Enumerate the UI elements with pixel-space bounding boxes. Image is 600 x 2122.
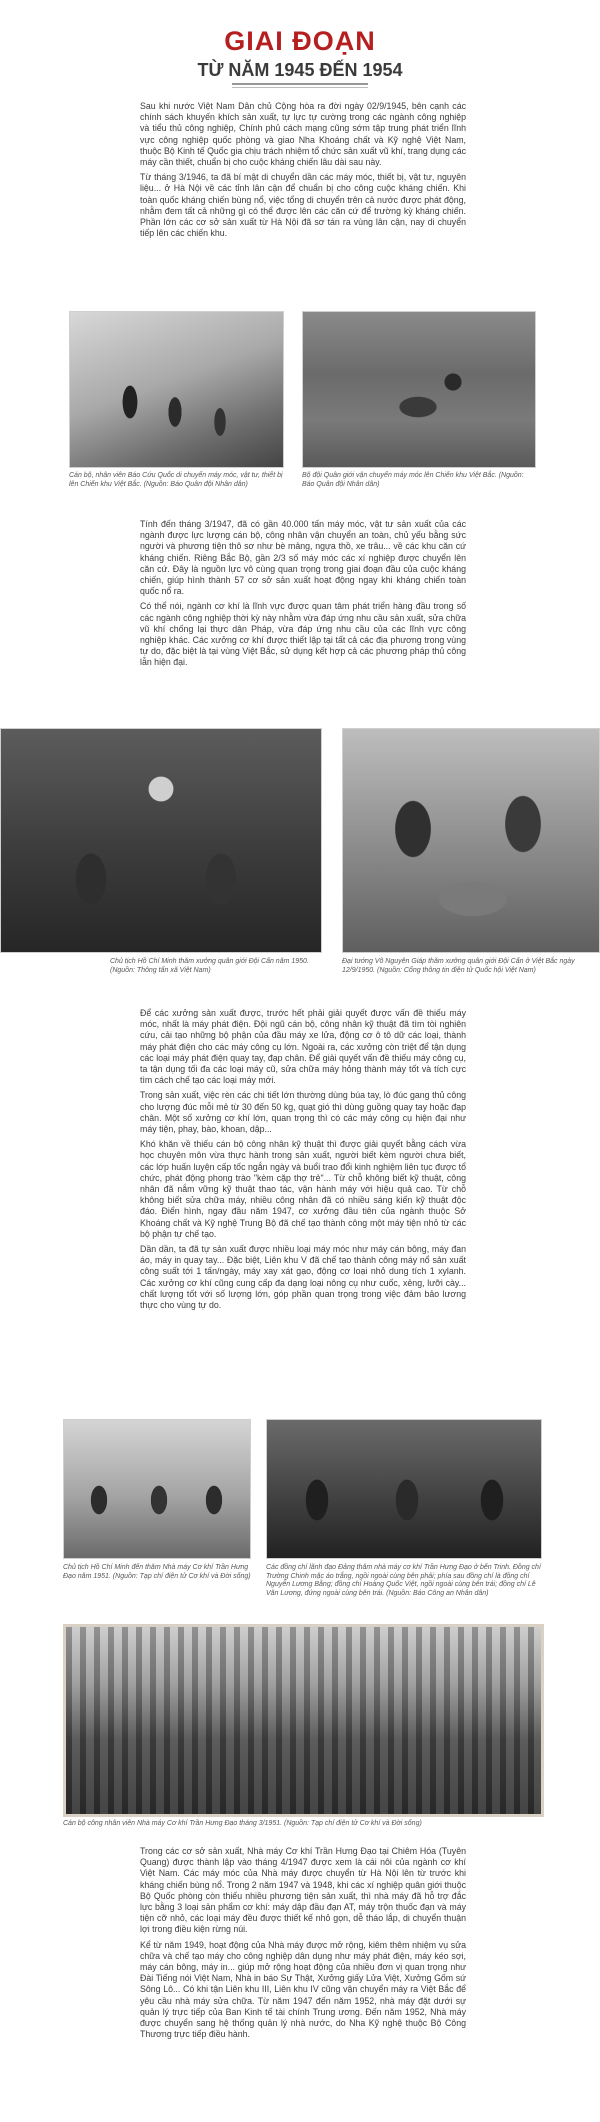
- paragraph: Trong các cơ sở sản xuất, Nhà máy Cơ khí Trần Hưng Đạo tại Chiêm Hóa (Tuyên Quang) được thành lập vào tháng 4/1947 được xem là cái nôi của ngành cơ khí Việt Nam. Các máy móc của Nhà máy được chuyển từ Hà Nội lên từ trước khi kháng chiến bùng nổ. Trong 2 năm 1947 và 1948, khi các xí nghiệp quân giới thuộc Bộ Quốc phòng còn thiếu nhiều phương tiện sản xuất, thì nhà máy đã hỗ trợ đắc lực bằng 3 loại sản phẩm cơ khí: máy dập đầu đạn AT, máy trộn thuốc đạn và máy tiện cỡ nhỏ, các loại máy đều được thiết kế nhỏ gọn, dễ tháo lắp, di chuyển thuận lợi trong điều kiện rừng núi.: [140, 1846, 466, 1935]
- photo-caption: Chủ tịch Hồ Chí Minh đến thăm Nhà máy Cơ khí Trần Hưng Đạo năm 1951. (Nguồn: Tạp chí điện tử Cơ khí và Đời sống): [63, 1564, 251, 1580]
- paragraph: Sau khi nước Việt Nam Dân chủ Cộng hòa ra đời ngày 02/9/1945, bên cạnh các chính sách khuyến khích sản xuất, tự lực tự cường trong các ngành công nghiệp và tiểu thủ công nghiệp, Chính phủ cách mạng cũng sớm tập trung phát triển lĩnh vực công nghiệp quốc phòng và giao Nha Khoáng chất và Kỹ nghệ Việt Nam, thuộc Bộ Kinh tế Quốc gia chịu trách nhiệm tổ chức sản xuất vũ khí, trang dụng các máy cần thiết, chuẩn bị cho cuộc kháng chiến lâu dài sau này.: [140, 101, 466, 168]
- paragraph: Để các xưởng sản xuất được, trước hết phải giải quyết được vấn đề thiếu máy móc, nhất là máy phát điện. Đội ngũ cán bộ, công nhân kỹ thuật đã tìm tòi nghiên cứu, cải tạo những bộ phận của đầu máy xe lửa, động cơ ô tô dữ các loại, thành máy phát điện cho các máy công cụ lớn. Ngoài ra, các xưởng còn triệt để tận dụng các loại máy phát điện quay tay, đạp chân. Để giải quyết vấn đề thiếu máy công cụ, ta tận dụng tối đa các loại máy cũ, sửa chữa máy hỏng thành máy tốt và tích cực tìm cách chế tạo các loại máy mới.: [140, 1008, 466, 1086]
- text-block-3: [140, 1008, 466, 1315]
- paragraph: Dần dần, ta đã tự sản xuất được nhiều loại máy móc như máy cán bông, máy đan áo, máy in quay tay... Đặc biệt, Liên khu V đã chế tạo thành công máy nổ sản xuất công suất tới 1 tấn/ngày, máy xay xát gạo, động cơ loại nhỏ dung tích 1 xylanh. Các xưởng cơ khí cũng cung cấp đa dạng loại nông cụ như cuốc, xẻng, lưỡi cày... chất lượng tốt với số lượng lớn, góp phần quan trọng trong việc đảm bảo lương thực cho vùng tự do.: [140, 1244, 466, 1311]
- photo-party-leaders-visit: [266, 1419, 542, 1559]
- paragraph: Tính đến tháng 3/1947, đã có gần 40.000 tấn máy móc, vật tư sản xuất của các ngành được lực lượng cán bộ, công nhân vận chuyển an toàn, chủ yếu bằng sức người và phương tiện thô sơ như bè mảng, ngựa thồ, xe trâu... về các khu căn cứ kháng chiến. Riêng Bắc Bộ, gần 2/3 số máy móc các xí nghiệp được chuyển lên căn cứ. Đây là nguồn lực vô cùng quan trọng trong giai đoạn đầu của cuộc kháng chiến, giúp hình thành 57 cơ sở sản xuất hoạt động ngay khi kháng chiến toàn quốc nổ ra.: [140, 519, 466, 597]
- paragraph: Có thể nói, ngành cơ khí là lĩnh vực được quan tâm phát triển hàng đầu trong số các ngành công nghiệp thời kỳ này nhằm vừa đáp ứng nhu cầu sản xuất, sửa chữa vũ khí chống lại thực dân Pháp, vừa đáp ứng nhu cầu của các lĩnh vực công nghiệp khác. Các xưởng cơ khí được thiết lập tại tất cả các địa phương trong vùng tự do, đặc biệt là tại vùng Việt Bắc, sử dụng kết hợp cả các phương pháp thủ công lẫn hiện đại.: [140, 601, 466, 668]
- photo-caption: Bộ đội Quân giới vận chuyển máy móc lên Chiến khu Việt Bắc. (Nguồn: Báo Quân đội Nhân dân): [302, 472, 524, 488]
- photo-workers-group-1951: [63, 1624, 544, 1817]
- photo-caption: Chủ tịch Hồ Chí Minh thăm xưởng quân giới Đội Cấn năm 1950. (Nguồn: Thông tấn xã Việt Nam): [110, 958, 309, 974]
- text-block-4: [140, 1846, 466, 2044]
- text-block-1: [140, 101, 466, 243]
- photo-ho-chi-minh-doi-can: [0, 728, 322, 953]
- photo-quan-gioi-transport: [302, 311, 536, 468]
- paragraph: Kể từ năm 1949, hoạt động của Nhà máy được mở rộng, kiêm thêm nhiệm vụ sửa chữa và chế tạo máy cho công nghiệp dân dụng như máy phát điện, máy kéo sợi, máy cán bông, máy in... giúp mở rộng hoạt động của nhiều đơn vị quan trọng như Đài Tiếng nói Việt Nam, Nhà in báo Sự Thật, Xưởng giấy Lửa Việt, Xưởng Gốm sứ Sông Lô... Có khi tận Liên khu III, Liên khu IV cũng vận chuyển máy ra Việt Bắc để yêu cầu nhà máy sửa chữa. Từ năm 1947 đến năm 1952, nhà máy đặt dưới sự quản lý trực tiếp của Ban Kinh tế tài chính Trung ương. Đến năm 1952, Nhà máy được chuyển sang hệ thống quản lý nhà nước, do Nha Kỹ nghệ thuộc Bộ Công Thương trực tiếp điều hành.: [140, 1939, 466, 2040]
- title-divider: [232, 83, 368, 88]
- paragraph: Từ tháng 3/1946, ta đã bí mật di chuyển dần các máy móc, thiết bị, vật tư, nguyên liệu... ở Hà Nội về các tỉnh lân cận để chuẩn bị cho công cuộc kháng chiến. Khi toàn quốc kháng chiến bùng nổ, việc tổng di chuyển trên cả nước được phát động, nhằm đem tất cả những gì có thể được lên các căn cứ để trường kỳ kháng chiến. Phần lớn các cơ sở sản xuất từ Hà Nội đã sơ tán ra vùng lân cận, nay di chuyển tiếp lên các chiến khu.: [140, 172, 466, 239]
- page-subtitle: TỪ NĂM 1945 ĐẾN 1954: [197, 60, 403, 80]
- photo-caption: Đại tướng Võ Nguyên Giáp thăm xưởng quân giới Đội Cấn ở Việt Bắc ngày 12/9/1950. (Nguồn: Cổng thông tin điện tử Quốc hội Việt Nam): [342, 958, 575, 974]
- photo-vo-nguyen-giap-doi-can: [342, 728, 600, 953]
- paragraph: Trong sản xuất, việc rèn các chi tiết lớn thường dùng búa tay, lò đúc gang thủ công cho lượng đúc mỗi mẻ từ 30 đến 50 kg, quạt gió thì dùng guồng quay tay hoặc đạp chân. Một số xưởng cơ khí lớn, quan trọng thì có các máy công cụ hiện đại như máy tiện, phay, bào, khoan, dập...: [140, 1090, 466, 1135]
- photo-ho-chi-minh-tran-hung-dao: [63, 1419, 251, 1559]
- page-title: GIAI ĐOẠN: [224, 26, 376, 56]
- photo-caption: Cán bộ công nhân viên Nhà máy Cơ khí Trần Hưng Đạo tháng 3/1951. (Nguồn: Tạp chí điện tử Cơ khí và Đời sống): [63, 1820, 422, 1827]
- photo-bao-cuu-quoc-transport: [69, 311, 284, 468]
- photo-caption: Các đồng chí lãnh đạo Đảng thăm nhà máy cơ khí Trần Hưng Đạo ở bến Trinh. Đồng chí Trường Chinh mặc áo trắng, ngồi ngoài cùng bên phải; phía sau đồng chí là đồng chí Nguyễn Lương Bằng; đồng chí Hoàng Quốc Việt, ngồi ngoài cùng bên trái; đồng chí Lê Văn Lương, đứng ngoài cùng bên trái. (Nguồn: Báo Công an Nhân dân): [266, 1564, 541, 1597]
- text-block-2: [140, 519, 466, 673]
- paragraph: Khó khăn về thiếu cán bộ công nhân kỹ thuật thì được giải quyết bằng cách vừa học chuyên môn vừa thực hành trong sản xuất, người biết kèm người chưa biết, các lớp huấn luyện cấp tốc ngắn ngày và buổi trao đổi kinh nghiệm liên tục được tổ chức, phát động phong trào "kèm cặp thợ trẻ"... Từ chỗ không biết kỹ thuật, công nhân đã nắm vững kỹ thuật thao tác, vận hành máy với hiệu quả cao. Từ chỗ không biết sửa chữa máy, nhiều công nhân đã có nhiều sáng kiến kỹ thuật độc đáo. Điển hình, ngay đầu năm 1947, cơ xưởng đầu tiên của ngành thuộc Sở Khoáng chất và Kỹ nghệ Trung Bộ đã chế tạo thành công một máy tiện nhỏ từ các bộ phận tự chế tạo.: [140, 1139, 466, 1239]
- photo-caption: Cán bộ, nhân viên Báo Cứu Quốc di chuyển máy móc, vật tư, thiết bị lên Chiến khu Việt Bắc. (Nguồn: Báo Quân đội Nhân dân): [69, 472, 283, 488]
